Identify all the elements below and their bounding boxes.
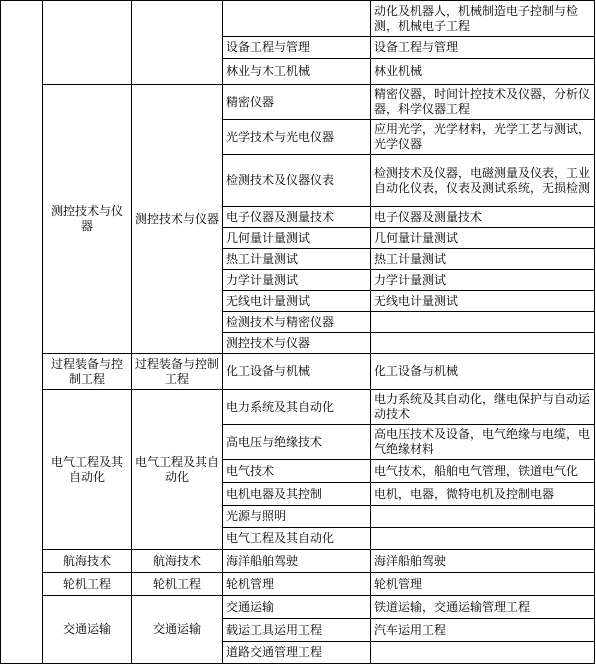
old-major-cell xyxy=(371,333,595,354)
discipline-cell xyxy=(1,1,43,664)
category-cell: 测控技术与仪器 xyxy=(43,85,132,354)
old-major-cell: 铁道运输，交通运输管理工程 xyxy=(371,596,595,619)
major-cell: 测控技术与仪器 xyxy=(223,333,371,354)
major-cell: 交通运输 xyxy=(223,596,371,619)
old-major-cell xyxy=(371,642,595,664)
old-major-cell: 高电压技术及设备，电气绝缘与电缆，电气绝缘材料 xyxy=(371,425,595,460)
old-major-cell xyxy=(371,528,595,550)
category-cell xyxy=(43,1,132,85)
old-major-cell: 电子仪器及测量技术 xyxy=(371,207,595,228)
table-row xyxy=(1,354,595,390)
table-row xyxy=(1,596,595,619)
old-major-cell: 海洋船舶驾驶 xyxy=(371,550,595,573)
class-cell: 交通运输 xyxy=(132,596,223,664)
category-cell: 交通运输 xyxy=(43,596,132,664)
table-row xyxy=(1,85,595,120)
old-major-cell: 电机，电器，微特电机及控制电器 xyxy=(371,483,595,506)
table-row xyxy=(1,573,595,596)
table-row xyxy=(1,390,595,425)
major-cell: 高电压与绝缘技术 xyxy=(223,425,371,460)
major-cell: 几何量计量测试 xyxy=(223,228,371,249)
major-cell: 力学计量测试 xyxy=(223,270,371,291)
major-cell: 无线电计量测试 xyxy=(223,291,371,312)
old-major-cell: 汽车运用工程 xyxy=(371,619,595,642)
old-major-cell: 无线电计量测试 xyxy=(371,291,595,312)
major-cell: 载运工具运用工程 xyxy=(223,619,371,642)
old-major-cell: 化工设备与机械 xyxy=(371,354,595,390)
old-major-cell: 精密仪器，时间计控技术及仪器，分析仪器，科学仪器工程 xyxy=(371,85,595,120)
major-cell: 精密仪器 xyxy=(223,85,371,120)
major-cell: 光源与照明 xyxy=(223,506,371,528)
major-cell: 海洋船舶驾驶 xyxy=(223,550,371,573)
major-cell: 道路交通管理工程 xyxy=(223,642,371,664)
old-major-cell xyxy=(371,312,595,333)
major-cell: 轮机管理 xyxy=(223,573,371,596)
major-cell xyxy=(223,1,371,37)
old-major-cell: 几何量计量测试 xyxy=(371,228,595,249)
old-major-cell: 力学计量测试 xyxy=(371,270,595,291)
major-cell: 检测技术及仪器仪表 xyxy=(223,155,371,207)
old-major-cell: 设备工程与管理 xyxy=(371,37,595,59)
major-cell: 电气技术 xyxy=(223,460,371,483)
category-cell: 航海技术 xyxy=(43,550,132,573)
class-cell: 航海技术 xyxy=(132,550,223,573)
class-cell: 电气工程及其自动化 xyxy=(132,390,223,550)
major-cell: 电子仪器及测量技术 xyxy=(223,207,371,228)
major-cell: 热工计量测试 xyxy=(223,249,371,270)
old-major-cell: 热工计量测试 xyxy=(371,249,595,270)
major-cell: 检测技术与精密仪器 xyxy=(223,312,371,333)
major-cell: 电气工程及其自动化 xyxy=(223,528,371,550)
major-cell: 林业与木工机械 xyxy=(223,59,371,85)
old-major-cell: 轮机管理 xyxy=(371,573,595,596)
category-cell: 过程装备与控制工程 xyxy=(43,354,132,390)
major-cell: 电机电器及其控制 xyxy=(223,483,371,506)
old-major-cell xyxy=(371,506,595,528)
major-cell: 设备工程与管理 xyxy=(223,37,371,59)
old-major-cell: 电力系统及其自动化，继电保护与自动运动技术 xyxy=(371,390,595,425)
old-major-cell: 电气技术，船舶电气管理，铁道电气化 xyxy=(371,460,595,483)
class-cell: 过程装备与控制工程 xyxy=(132,354,223,390)
old-major-cell: 林业机械 xyxy=(371,59,595,85)
major-cell: 光学技术与光电仪器 xyxy=(223,120,371,155)
table-row xyxy=(1,1,595,37)
class-cell: 轮机工程 xyxy=(132,573,223,596)
class-cell xyxy=(132,1,223,85)
old-major-cell: 应用光学，光学材料，光学工艺与测试，光学仪器 xyxy=(371,120,595,155)
major-cell: 化工设备与机械 xyxy=(223,354,371,390)
old-major-cell: 动化及机器人，机械制造电子控制与检测，机械电子工程 xyxy=(371,1,595,37)
class-cell: 测控技术与仪器 xyxy=(132,85,223,354)
category-cell: 轮机工程 xyxy=(43,573,132,596)
category-cell: 电气工程及其自动化 xyxy=(43,390,132,550)
major-cell: 电力系统及其自动化 xyxy=(223,390,371,425)
table-row xyxy=(1,550,595,573)
old-major-cell: 检测技术及仪器，电磁测量及仪表，工业自动化仪表，仪表及测试系统，无损检测 xyxy=(371,155,595,207)
